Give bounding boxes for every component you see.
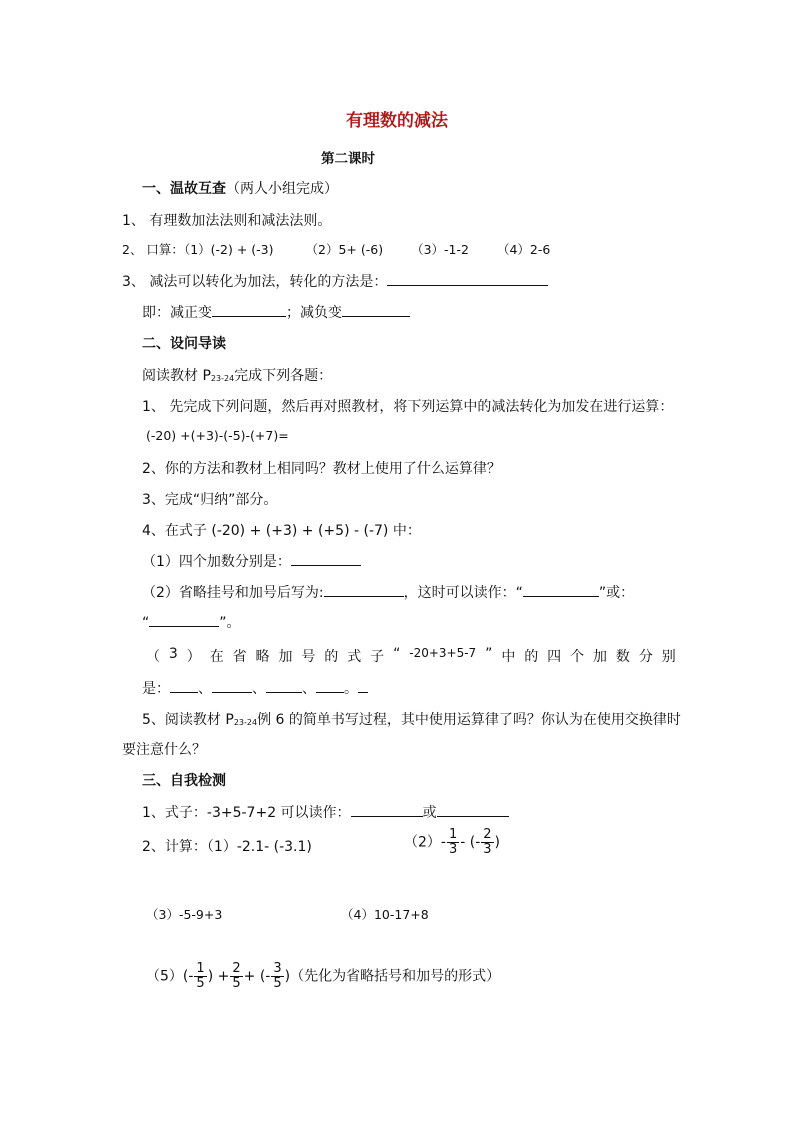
s2-read-instruction (142, 365, 332, 385)
fraction-one-fifth (194, 962, 206, 991)
s2-q4-part-2-cont (142, 612, 241, 632)
s2-q4-2-blank-read-1[interactable] (523, 582, 599, 597)
s2-q4-3-blank-4[interactable] (316, 678, 344, 693)
s2-q4-3-char: 省 (232, 649, 247, 665)
fraction-two-fifths (230, 962, 242, 991)
s2-read-b: 完成下列各题： (234, 368, 333, 384)
s2-q4-3-char: “ (393, 646, 401, 662)
fraction-denominator: 3 (483, 842, 492, 857)
s2-q4-1-blank[interactable] (291, 551, 361, 566)
fraction-denominator: 5 (273, 976, 282, 991)
s1-q3-sub-b: ；减负变 (286, 305, 342, 321)
s2-q5-pages: 23-24 (233, 718, 258, 727)
s2-q4-3-char: ） (186, 649, 201, 665)
fraction-two-thirds (481, 828, 493, 857)
s3-q1-blank-1[interactable] (351, 802, 423, 817)
s2-q4-3-blank-2[interactable] (212, 678, 252, 693)
section-2-heading: 二、设问导读 (142, 336, 226, 352)
s2-q4-3-char: 加 (593, 649, 607, 665)
fraction-numerator: 2 (232, 961, 241, 976)
s2-q4-3-char: 号 (301, 649, 316, 665)
s1-q3-blank-positive[interactable] (212, 302, 286, 317)
s2-q4-part-1 (142, 551, 361, 571)
s2-q4-3-char: 3 (168, 646, 178, 662)
s2-q4-2d: “ (142, 615, 150, 631)
s2-q4-part-3-cont (142, 678, 368, 698)
s2-q4-3-sep-1: 、 (198, 681, 212, 697)
s2-q4-3-sep-3: 、 (302, 681, 316, 697)
s2-q4-3-char: 的 (324, 649, 339, 665)
s1-q2-label: 2、 口算： (122, 242, 184, 257)
fraction-numerator: 3 (273, 961, 282, 976)
s2-q4-3-blank-3[interactable] (266, 678, 302, 693)
s2-q4-3-end: 。 (344, 681, 358, 697)
section-1-title: 一、温故互查 (142, 181, 226, 197)
s1-q3-blank-negative[interactable] (342, 302, 410, 317)
fraction-denominator: 3 (448, 842, 458, 857)
s3-q1-blank-2[interactable] (437, 802, 509, 817)
fraction-denominator: 5 (196, 976, 205, 991)
s2-question-3: 3、完成“归纳”部分。 (142, 492, 278, 508)
s2-q4-3-char: 分 (638, 649, 653, 665)
s1-q2-b: （2）5+ (-6) (305, 242, 384, 257)
s2-q4-3-char: 的 (524, 649, 539, 665)
s2-q4-3-char: 个 (570, 649, 585, 665)
s2-q4-2a: （2）省略挂号和加号后写为: (142, 585, 324, 601)
s3-q5-pre: （5）(- (146, 968, 194, 985)
s2-q4-3-char: 加 (278, 649, 293, 665)
s2-q5-b: 例 6 的简单书写过程，其中使用运算律了吗？你认为在使用交换律时 (257, 712, 681, 728)
s2-q4-3-char: -20+3+5-7 (409, 646, 477, 660)
s2-q4-3-line2a: 是： (142, 681, 170, 697)
s2-q4-3-char: 四 (547, 649, 562, 665)
s2-q4-3-sep-2: 、 (252, 681, 266, 697)
s2-q4-3-blank-1[interactable] (170, 678, 198, 693)
s2-question-4: 4、在式子 (-20) + (+3) + (+5) - (-7) 中： (142, 523, 421, 539)
s2-q4-3-end-rule (358, 678, 368, 693)
s1-q3-text: 3、 减法可以转化为加法，转化的方法是： (122, 274, 388, 290)
s2-q4-3-char: 略 (255, 649, 270, 665)
s3-q2-part-1: 2、计算：（1）-2.1- (-3.1) (142, 839, 312, 855)
s3-question-5 (146, 962, 500, 991)
s1-q2-c: （3）-1-2 (411, 242, 469, 257)
s3-q1-b: 或 (422, 805, 437, 821)
s2-q4-3-char: 数 (615, 649, 630, 665)
s2-q4-3-char: 别 (661, 649, 676, 665)
fraction-numerator: 2 (483, 827, 492, 842)
s2-q4-part-3 (146, 646, 676, 666)
section-1-heading (142, 178, 338, 198)
fraction-denominator: 5 (232, 976, 241, 991)
s2-read-pages: 23-24 (210, 374, 235, 383)
s3-q1-a: 1、式子：-3+5-7+2 可以读作： (142, 805, 351, 821)
s2-q4-2-blank-read-2[interactable] (149, 612, 219, 627)
s3-q5-mid1: ) + (207, 968, 230, 985)
s2-question-5 (142, 709, 681, 729)
page-title: 有理数的减法 (346, 111, 448, 131)
s3-q5-end: )（先化为省略括号和加号的形式） (284, 968, 501, 985)
s2-q4-2c: ”或： (598, 585, 635, 601)
section-3-heading: 三、自我检测 (142, 773, 226, 789)
s2-q4-2e: ”。 (219, 615, 241, 631)
lesson-subtitle: 第二课时 (321, 151, 375, 167)
s1-question-2 (122, 240, 550, 258)
fraction-three-fifths (271, 962, 283, 991)
s3-q2-b-mid: - (- (460, 834, 481, 851)
s3-question-4: （4）10-17+8 (341, 907, 429, 922)
section-1-note: （两人小组完成） (226, 181, 338, 197)
s1-q2-a: （1）(-2) + (-3) (183, 242, 274, 257)
fraction-numerator: 1 (196, 961, 205, 976)
fraction-one-third (447, 828, 459, 857)
s2-question-5-cont: 要注意什么？ (122, 742, 206, 758)
s2-q4-3-char: （ (146, 649, 160, 665)
s2-q4-3-char: 式 (347, 649, 362, 665)
s2-q4-part-2 (142, 582, 634, 602)
s3-question-3: （3）-5-9+3 (146, 907, 223, 922)
s1-q3-blank[interactable] (387, 271, 548, 286)
s2-q4-3-char: ” (485, 646, 493, 662)
s1-question-3-sub (142, 302, 410, 322)
s3-q2-b-end: ) (494, 834, 501, 851)
s3-question-1 (142, 802, 509, 822)
s3-q2-b-pre: （2）- (404, 834, 446, 851)
s3-q2-part-2 (404, 828, 500, 857)
s2-q1-expression: (-20) +(+3)-(-5)-(+7)= (146, 428, 289, 443)
s2-q4-2-blank-write[interactable] (324, 582, 404, 597)
s2-question-1: 1、 先完成下列问题，然后再对照教材，将下列运算中的减法转化为加发在进行运算： (142, 399, 674, 415)
s1-q2-d: （4）2-6 (496, 242, 551, 257)
s1-q3-sub-a: 即：减正变 (142, 305, 212, 321)
s2-q4-2b: ，这时可以读作：“ (403, 585, 523, 601)
s3-q5-mid2: + (- (243, 968, 271, 985)
s2-q4-1-text: （1）四个加数分别是： (142, 554, 291, 570)
s1-question-3 (122, 271, 548, 291)
s2-q5-a: 5、阅读教材 P (142, 712, 234, 728)
s2-q4-3-char: 在 (209, 649, 224, 665)
s2-q4-3-char: 子 (370, 649, 385, 665)
s2-q4-3-char: 中 (501, 649, 516, 665)
fraction-numerator: 1 (448, 827, 458, 842)
s2-read-a: 阅读教材 P (142, 368, 211, 384)
s2-question-2: 2、你的方法和教材上相同吗？教材上使用了什么运算律？ (142, 461, 501, 477)
s1-question-1: 1、 有理数加法法则和减法法则。 (122, 213, 332, 229)
